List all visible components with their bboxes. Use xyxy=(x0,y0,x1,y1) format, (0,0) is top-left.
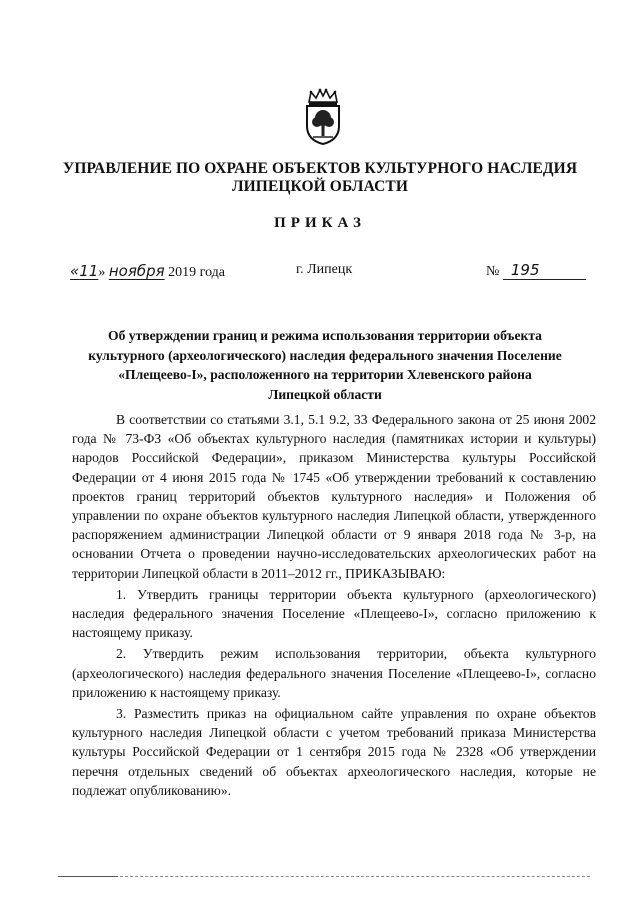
subject-line4: Липецкой области xyxy=(268,386,382,402)
organization-title-line2: ЛИПЕЦКОЙ ОБЛАСТИ xyxy=(232,178,408,195)
footer-dashed-line xyxy=(120,876,590,877)
subject-line2: культурного (археологического) наследия федерального значения Поселение xyxy=(88,347,562,363)
order-number xyxy=(486,262,606,282)
date-month: ноября xyxy=(108,262,165,280)
subject-line1: Об утверждении границ и режима использования территории объекта xyxy=(108,328,542,343)
order-item-3: 3. Разместить приказ на официальном сайте управления по охране объектов культурного наследия Липецкой области с учетом требований приказа Министерства культуры Российской Федерации от 1 сентября 2015 года № 2328 «Об утверждении перечня отдельных сведений об объектах археологического наследия, которые не подлежат опубликованию». xyxy=(72,706,596,798)
coat-of-arms-emblem xyxy=(303,88,343,146)
order-item-1: 1. Утвердить границы территории объекта культурного (археологического) наследия федерального значения Поселение «Плещеево-I», согласно приложению к настоящему приказу. xyxy=(72,586,596,641)
subject-line3: «Плещеево-I», расположенного на территории Хлевенского района xyxy=(118,367,532,382)
order-subject xyxy=(60,326,590,404)
footer-divider xyxy=(58,876,118,877)
preamble-paragraph: В соответствии со статьями 3.1, 5.1 9.2, 33 Федерального закона от 25 июня 2002 года № 73-ФЗ «Об объектах культурного наследия (памятниках истории и культуры) народов Российской Федерации», приказом Министерства культуры Российской Федерации от 4 июня 2015 года № 1745 «Об утверждении требований к составлению проектов границ территорий объектов культурного наследия» и Положения об управлении по охране объектов культурного наследия Липецкой области, утвержденного распоряжением администрации Липецкой области от 9 января 2018 года № 3-р, на основании Отчета о проведении научно-исследовательских археологических работ на территории Липецкой области в 2011–2012 гг., ПРИКАЗЫВАЮ: xyxy=(72,412,596,581)
date-close-quote: » xyxy=(98,265,106,280)
city-label: г. Липецк xyxy=(296,262,353,277)
order-body xyxy=(72,410,596,800)
number-value: 195 xyxy=(503,262,586,280)
order-item-2: 2. Утвердить режим использования территории, объекта культурного (археологического) наследия федерального значения Поселение «Плещеево-I», согласно приложению к настоящему приказу. xyxy=(72,646,596,700)
date-open-quote: « xyxy=(70,262,80,280)
date-year: 2019 года xyxy=(168,265,225,280)
date-day: 11 xyxy=(79,262,99,280)
order-date xyxy=(70,262,270,282)
organization-title-line1: УПРАВЛЕНИЕ ПО ОХРАНЕ ОБЪЕКТОВ КУЛЬТУРНОГО НАСЛЕДИЯ xyxy=(62,160,578,177)
number-label: № xyxy=(486,264,500,279)
document-type-heading: ПРИКАЗ xyxy=(274,215,366,231)
